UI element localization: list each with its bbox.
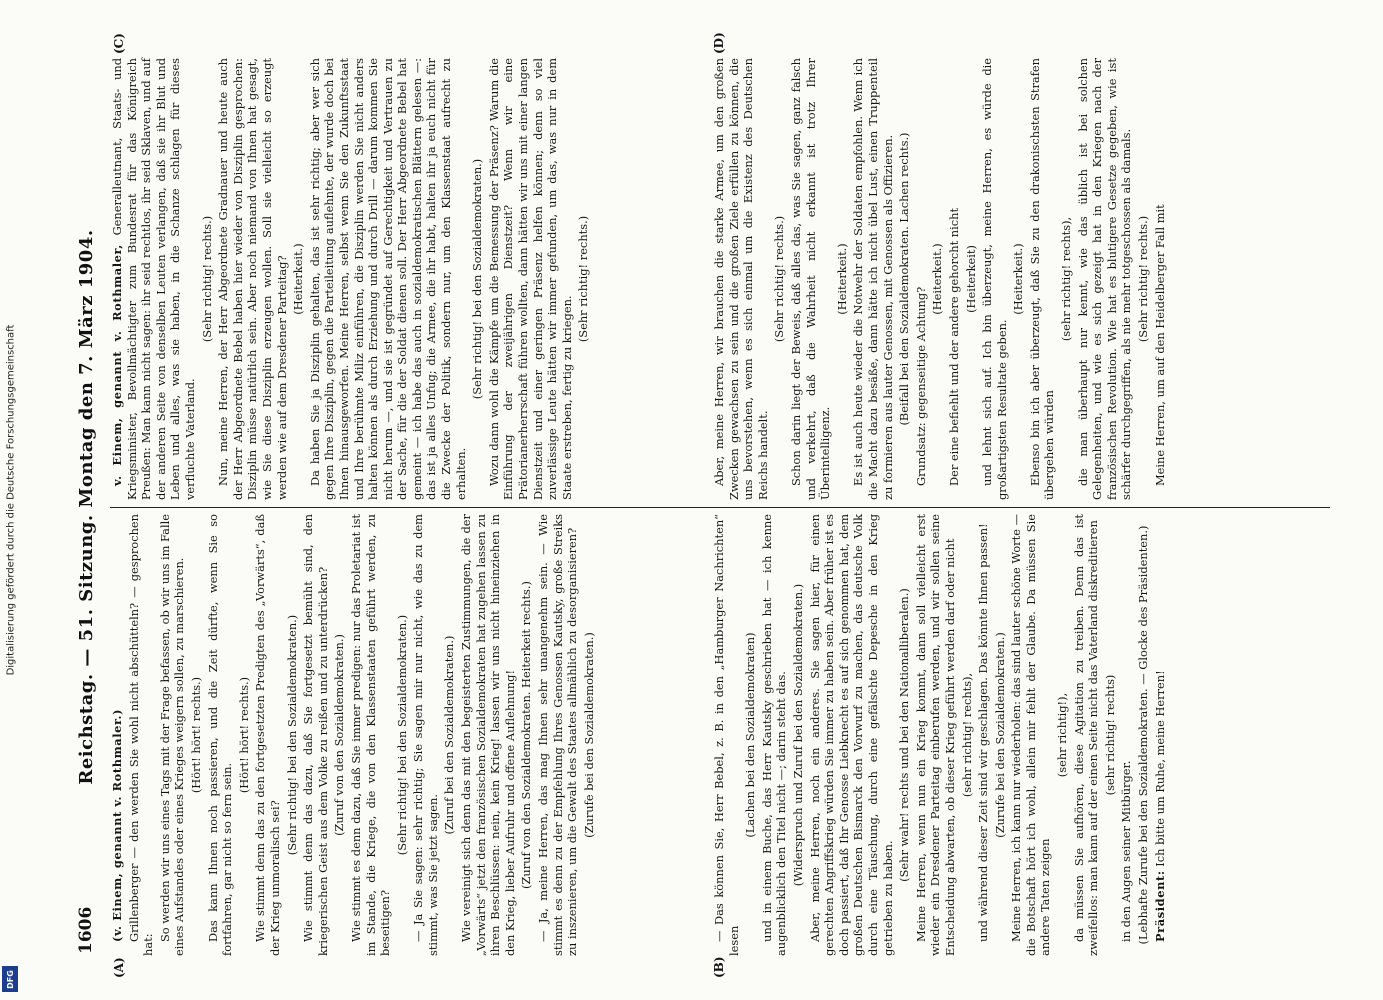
interjection: (Sehr richtig! rechts.) bbox=[1136, 215, 1151, 343]
paragraph-text: Meine Herren, wenn nun ein Krieg kommt, dann soll vielleicht erst wieder ein Dresdener Parteitag einberufen werden, und wir sollen seine Entscheidung abwarten, ob dieser Krieg geführt werden darf oder nicht bbox=[913, 514, 957, 956]
paragraph-text: Ebenso bin ich aber überzeugt, daß Sie zu den drakonischsten Strafen übergehen würden bbox=[1027, 58, 1057, 500]
interjection: (Zuruf bei den Sozialdemokraten.) bbox=[442, 635, 457, 835]
interjection: (Heiterkeit.) bbox=[930, 243, 945, 315]
dfg-logo-icon: DFG bbox=[2, 966, 18, 992]
rotated-frame bbox=[72, 32, 1336, 978]
interjection: (Heiterkeit.) bbox=[834, 243, 849, 315]
paragraph bbox=[914, 514, 958, 956]
paragraph bbox=[253, 514, 282, 956]
paragraph-text: Aber, meine Herren, wir brauchen die starke Armee, um den großen Zwecken gewachsen zu sein und die großen Ziele erfüllen zu können, die uns bevorstehen, wenn es sich einmal um die Existenz des Deutschen Reichs handelt. bbox=[712, 58, 770, 500]
speaker-name: v. Einem, genannt v. Rothmaler, bbox=[110, 244, 124, 486]
interjection: (Hört! hört! rechts.) bbox=[188, 676, 203, 794]
interjection: (Lachen bei den Sozialdemokraten) bbox=[743, 632, 758, 838]
paragraph-text: Schon darin liegt der Beweis, daß alles das, was Sie sagen, ganz falsch und verkehrt, daß die Wahrheit nicht erkannt ist trotz Ihrer Überintelligenz. bbox=[788, 58, 833, 500]
paragraph-text: Grillenberger — den werden Sie wohl nicht abschütteln? — gesprochen hat: bbox=[126, 514, 156, 956]
paragraph bbox=[1009, 514, 1053, 956]
paragraph bbox=[158, 514, 187, 956]
speaker-name: (v. Einem, genannt v. Rothmaler.) bbox=[110, 708, 124, 942]
right-column-bottom bbox=[712, 58, 1169, 500]
paragraph bbox=[411, 514, 440, 956]
paragraph-text: Da haben Sie ja Disziplin gehalten, das ist sehr richtig; aber wer sich gegen Ihre Disziplin, gegen die Parteileitung auflehnte, der wurde doch bei Ihnen hinausgeworfen. Meine Herren, selbst wenn Sie den Zukunftsstaat und Ihre berühmte Miliz einführen, die Disziplin werden Sie nicht anders halten können als durch Erziehung und durch Drill — darum kommen Sie nicht herum —, und sie ist gegründet auf Gerechtigkeit und Vertrauen zu der Sache, für die der Soldat dienen soll. Der Herr Abgeordnete Bebel hat gemeint — ich habe das auch in sozialdemokratischen Blättern gelesen —: das ist ja alles Unfug; die Armee, die ihr habt, halten ihr ja euch nicht für die Zwecke der Politik, sondern nur, um den Klassenstaat aufrecht zu erhalten. bbox=[307, 58, 468, 500]
paragraph bbox=[947, 58, 962, 500]
margin-mark-d: (D) bbox=[712, 32, 726, 54]
interjection: (sehr richtig! rechts), bbox=[1059, 216, 1074, 342]
interjection: (Zuruf von den Sozialdemokraten.) bbox=[332, 634, 347, 836]
paragraph-text: Generalleutnant, Staats- und Kriegsminister, Bevollmächtigter zum Bundesrat für das Königreich Preußen: Man kann nicht sagen: ihr seid rechtlos, ihr seid Sklaven, und auf der anderen Seite von denselben Leuten verlangen, daß sie ihr Blut und Leben und alles, was sie haben, in die Schanze schlagen für dieses verfluchte Vaterland. bbox=[110, 57, 197, 500]
interjection: (Sehr richtig! bei den Sozialdemokraten.) bbox=[394, 614, 409, 856]
margin-mark-b: (B) bbox=[712, 956, 726, 978]
paragraph bbox=[308, 58, 469, 500]
paragraph-text: — Das können Sie, Herr Bebel, z. B. in den „Hamburger Nachrichten“ lesen bbox=[712, 514, 741, 956]
paragraph-text: in den Augen seiner Mitbürger. bbox=[1119, 760, 1134, 942]
left-column-bottom bbox=[712, 514, 1169, 956]
interjection: (Sehr richtig! rechts.) bbox=[576, 215, 591, 343]
paragraph-text: Wie vereinigt sich denn das mit den begeisterten Zustimmungen, die der „Vorwärts“ jetzt den französischen Sozialdemokraten hat zugehen lassen zu ihren Beschlüssen: nein, kein Krieg! lassen wir uns nicht hineinziehen in den Krieg, lieber Aufruhr und offene Auflehnung! bbox=[459, 514, 517, 956]
paragraph bbox=[459, 514, 517, 956]
paragraph bbox=[1076, 58, 1134, 500]
interjection: (Heiterkeit.) bbox=[291, 243, 306, 315]
interjection: (Zurufe bei den Sozialdemokraten.) bbox=[581, 632, 596, 838]
paragraph-text: und während dieser Zeit sind wir geschlagen. Das könnte Ihnen passen! bbox=[976, 523, 991, 942]
margin-mark-a: (A) bbox=[112, 957, 126, 978]
interjection: (sehr richtig! rechts), bbox=[959, 672, 974, 798]
interjection: (Heiterkeit) bbox=[963, 245, 978, 313]
paragraph bbox=[349, 514, 393, 956]
paragraph bbox=[976, 514, 991, 956]
interjection: (Zuruf von den Sozialdemokraten. Heiterkeit rechts.) bbox=[519, 581, 534, 889]
paragraph-text: Der eine befiehlt und der andere gehorcht nicht bbox=[946, 207, 961, 486]
paragraph bbox=[127, 514, 156, 956]
paragraph bbox=[1119, 514, 1134, 956]
paragraph bbox=[110, 514, 125, 956]
speaker-name: Präsident: bbox=[1152, 870, 1167, 942]
side-note-strip bbox=[0, 0, 22, 1000]
paragraph bbox=[712, 514, 741, 956]
paragraph-text: — Ja, meine Herren, das mag Ihnen sehr unangenehm sein. — Wie stimmt es denn zu der Empfehlung Ihres Genossen Kautsky, große Streiks zu inszenieren, um die Gewalt des Staates allmählich zu desorganisieren? bbox=[536, 514, 580, 956]
paragraph bbox=[789, 58, 833, 500]
left-column-top bbox=[110, 514, 710, 956]
interjection: (Lebhafte Zurufe bei den Sozialdemokraten. — Glocke des Präsidenten.) bbox=[1136, 525, 1151, 945]
paragraph bbox=[1153, 514, 1168, 956]
paragraph bbox=[851, 58, 895, 500]
margin-mark-c: (C) bbox=[112, 33, 126, 54]
paragraph bbox=[980, 58, 1009, 500]
interjection: (Widerspruch und Zuruf bei den Sozialdemokraten.) bbox=[790, 583, 805, 887]
interjection: (Zurufe bei den Sozialdemokraten.) bbox=[992, 632, 1007, 838]
column-divider bbox=[110, 507, 1330, 508]
paragraph bbox=[712, 58, 770, 500]
paragraph bbox=[1072, 514, 1101, 956]
paragraph-text: Wie stimmt denn das dazu, daß Sie fortgesetzt bemüht sind, den kriegerischen Geist aus dem Volke zu reißen und zu unterdrücken? bbox=[301, 514, 330, 956]
paragraph bbox=[1153, 58, 1168, 500]
digitization-credit: Digitalisierung gefördert durch die Deutsche Forschungsgemeinschaft bbox=[5, 324, 17, 676]
interjection: (Hört! hört! rechts.) bbox=[236, 676, 251, 794]
interjection: (Sehr richtig! bei den Sozialdemokraten.) bbox=[470, 158, 485, 400]
paragraph-text: Aber, meine Herren, noch ein anderes. Sie sagen hier, für einen gerechten Angriffskrieg würden Sie immer zu haben sein. Aber früher ist es doch passiert, daß Ihr Genosse Liebknecht es auf sich genommen hat, dem großen Deutschen Bismarck den Vorwurf zu machen, das deutsche Volk durch eine Täuschung, durch eine gefälschte Depesche in den Krieg getrieben zu haben. bbox=[807, 514, 895, 956]
rotated-content bbox=[72, 32, 1336, 978]
paragraph bbox=[487, 58, 575, 500]
paragraph bbox=[536, 514, 580, 956]
paragraph-text: Wie stimmt es denn dazu, daß Sie immer predigen: nur das Proletariat ist im Stande, die Kriege, die von den Klassenstaaten geführt werden, zu beseitigen? bbox=[348, 514, 393, 956]
paragraph bbox=[301, 514, 330, 956]
paragraph bbox=[914, 58, 929, 500]
interjection: (Sehr richtig! bei den Sozialdemokraten.) bbox=[284, 614, 299, 856]
paragraph bbox=[760, 514, 789, 956]
interjection: (Sehr richtig! rechts.) bbox=[772, 215, 787, 343]
paragraph-text: Ich bitte um Ruhe, meine Herren! bbox=[1152, 670, 1167, 867]
interjection: (Beifall bei den Sozialdemokraten. Lachen rechts.) bbox=[897, 132, 912, 426]
page-number: 1606 bbox=[76, 906, 96, 954]
interjection: (sehr richtig! rechts) bbox=[1102, 674, 1117, 796]
paragraph-text: und in einem Buche, das Herr Kautsky geschrieben hat — ich kenne augenblicklich den Titel nicht —; darin steht das. bbox=[759, 514, 789, 956]
paragraph-text: Grundsatz: gegenseitige Achtung? bbox=[913, 286, 928, 486]
paragraph-text: Wie stimmt denn das zu den fortgesetzten Predigten des „Vorwärts“, daß der Krieg unmoralisch sei? bbox=[253, 514, 282, 956]
paragraph bbox=[110, 58, 198, 500]
page-header bbox=[72, 52, 102, 962]
interjection: (Sehr wahr! rechts und bei den Nationalliberalen.) bbox=[897, 588, 912, 882]
paragraph-text: Meine Herren, um auf den Heidelberger Fall mit bbox=[1152, 204, 1167, 486]
paragraph-text: Meine Herren, ich kann nur wiederholen: das sind lauter schöne Worte — die Botschaft hört ich wohl, allein mir fehlt der Glaube. Da müssen Sie andere Taten zeigen bbox=[1009, 514, 1053, 956]
page-title: Reichstag. — 51. Sitzung. Montag den 7. März 1904. bbox=[76, 229, 97, 785]
paragraph-text: Es ist auch heute wieder die Notwehr der Soldaten empfohlen. Wenn ich die Macht dazu besäße, dann hätte ich nicht übel Lust, einen Truppenteil zu formieren aus lauter Genossen, mit Genossen als Offizieren. bbox=[851, 58, 895, 500]
paragraph-text: die man überhaupt nur kennt, wie das üblich ist bei solchen Gelegenheiten, und wie es sich gezeigt hat in den Kriegen nach der französischen Revolution. Wie hat es blutigere Gesetze gegeben, wie ist schärfer durchgegriffen, als nie mehr totgeschossen als damals. bbox=[1075, 58, 1134, 500]
paragraph-text: Das kann Ihnen noch passieren, und die Zeit dürfte, wenn Sie so fortfahren, gar nicht so fern sein. bbox=[205, 514, 235, 956]
interjection: (sehr richtig!), bbox=[1055, 692, 1070, 778]
right-column-top bbox=[110, 58, 710, 500]
paragraph bbox=[1028, 58, 1057, 500]
paragraph bbox=[206, 514, 235, 956]
paragraph bbox=[216, 58, 289, 500]
paragraph-text: Wozu dann wohl die Kämpfe um die Bemessung der Präsenz? Warum die Einführung der zweijährigen Dienstzeit? Wenn wir eine Prätorianerherrschaft führen wollten, dann hätten wir uns mit einer langen Dienstzeit und einer geringen Präsenz helfen können; denn so viel zuverlässige Leute hätten wir immer gefunden, um das, was nur in dem Staate erstreben, fertig zu kriegen. bbox=[486, 58, 574, 500]
paragraph-text: — Ja Sie sagen: sehr richtig; Sie sagen mir nur nicht, wie das zu dem stimmt, was Sie jetzt sagen. bbox=[411, 514, 440, 956]
paragraph-text: und lehnt sich auf. Ich bin überzeugt, meine Herren, es würde die großartigsten Resultate geben. bbox=[980, 58, 1009, 500]
paragraph-text: da müssen Sie aufhören, diese Agitation zu treiben. Denn das ist zweifellos: man kann auf der einen Seite nicht das Vaterland diskreditieren bbox=[1071, 514, 1101, 956]
interjection: (Sehr richtig! rechts.) bbox=[199, 215, 214, 343]
paragraph-text: So werden wir uns eines Tags mit der Frage befassen, ob wir uns im Falle eines Aufstandes oder eines Krieges weigern sollen, zu marschieren. bbox=[157, 514, 187, 956]
interjection: (Heiterkeit.) bbox=[1011, 243, 1026, 315]
paragraph bbox=[808, 514, 896, 956]
paragraph-text: Nun, meine Herren, der Herr Abgeordnete Gradnauer und heute auch der Herr Abgeordnete Bebel haben hier wieder von Disziplin gesprochen: Disziplin müsse natürlich sein. Aber noch niemand von Ihnen hat gesagt, wie Sie diese Disziplin erzeugen wollen. Soll sie vielleicht so erzeugt werden wie auf dem Dresdener Parteitag? bbox=[216, 58, 289, 500]
